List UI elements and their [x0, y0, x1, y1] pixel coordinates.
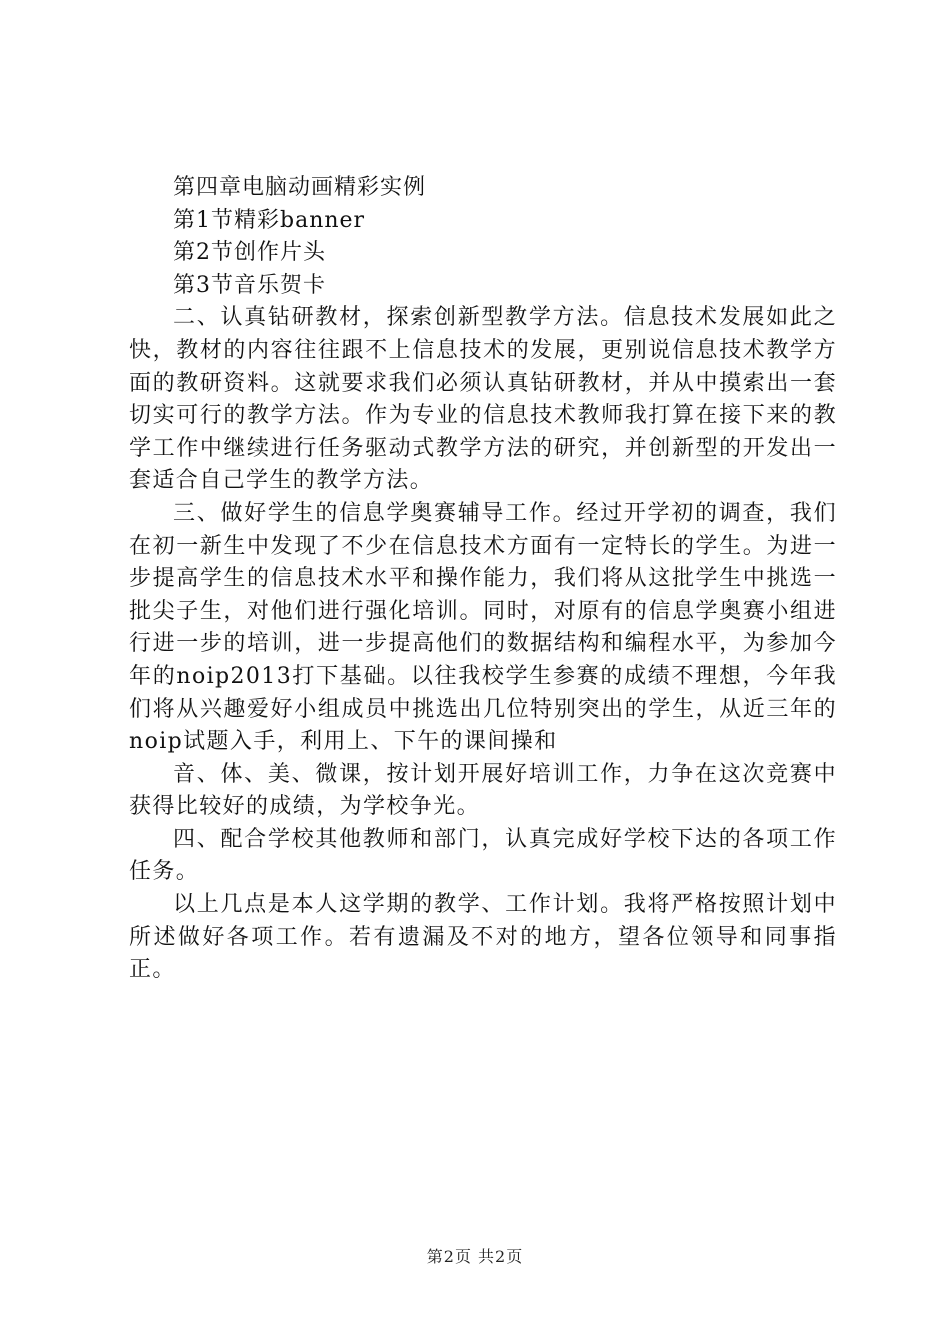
paragraph-four: 四、配合学校其他教师和部门，认真完成好学校下达的各项工作任务。 [129, 826, 837, 885]
paragraph-closing: 以上几点是本人这学期的教学、工作计划。我将严格按照计划中所述做好各项工作。若有遗漏及不对的地方，望各位领导和同事指正。 [129, 892, 837, 983]
section-item-2: 第2节创作片头 [173, 240, 326, 266]
paragraph-three: 三、做好学生的信息学奥赛辅导工作。经过开学初的调查，我们在初一新生中发现了不少在信息技术方面有一定特长的学生。为进一步提高学生的信息技术水平和操作能力，我们将从这批学生中挑选一批尖子生，对他们进行强化培训。同时，对原有的信息学奥赛小组进行进一步的培训，进一步提高他们的数据结构和编程水平，为参加今年的noip2013打下基础。以往我校学生参赛的成绩不理想，今年我们将从兴趣爱好小组成员中挑选出几位特别突出的学生，从近三年的noip试题入手，利用上、下午的课间操和 [129, 500, 837, 755]
section-item-1: 第1节精彩banner [173, 207, 366, 233]
document-body [129, 172, 837, 987]
paragraph-two: 二、认真钻研教材，探索创新型教学方法。信息技术发展如此之快，教材的内容往往跟不上信息技术的发展，更别说信息技术教学方面的教研资料。这就要求我们必须认真钻研教材，并从中摸索出一套切实可行的教学方法。作为专业的信息技术教师我打算在接下来的教学工作中继续进行任务驱动式教学方法的研究，并创新型的开发出一套适合自己学生的教学方法。 [129, 305, 837, 494]
page-number-footer: 第2页 共2页 [426, 1247, 524, 1266]
section-item-3: 第3节音乐贺卡 [173, 272, 326, 298]
chapter-heading: 第四章电脑动画精彩实例 [173, 175, 427, 200]
paragraph-three-continued: 音、体、美、微课，按计划开展好培训工作，力争在这次竞赛中获得比较好的成绩，为学校争光。 [129, 761, 837, 820]
